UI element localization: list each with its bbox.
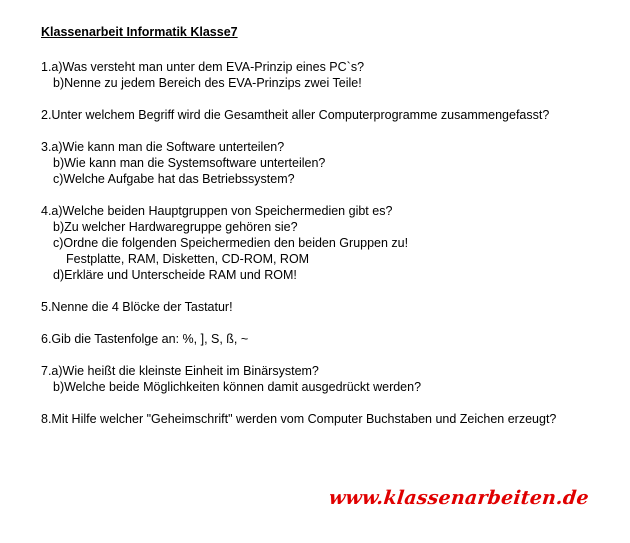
question-block bbox=[41, 139, 621, 187]
question-block bbox=[41, 363, 621, 395]
question-line: Festplatte, RAM, Disketten, CD-ROM, ROM bbox=[66, 252, 310, 266]
question-line: 2.Unter welchem Begriff wird die Gesamtheit aller Computerprogramme zusammengefasst? bbox=[41, 108, 550, 122]
question-line: 7.a)Wie heißt die kleinste Einheit im Binärsystem? bbox=[41, 364, 319, 378]
question-line: 4.a)Welche beiden Hauptgruppen von Speichermedien gibt es? bbox=[41, 204, 393, 218]
question-line: b)Zu welcher Hardwaregruppe gehören sie? bbox=[53, 220, 298, 234]
question-block bbox=[41, 331, 621, 347]
document-title: Klassenarbeit Informatik Klasse7 bbox=[41, 25, 238, 39]
question-line: 1.a)Was versteht man unter dem EVA-Prinzip eines PC`s? bbox=[41, 60, 365, 74]
question-block bbox=[41, 59, 621, 91]
question-block bbox=[41, 107, 621, 123]
question-line: b)Welche beide Möglichkeiten können damit ausgedrückt werden? bbox=[53, 380, 422, 394]
question-line: b)Nenne zu jedem Bereich des EVA-Prinzips zwei Teile! bbox=[53, 76, 362, 90]
question-line: c)Ordne die folgenden Speichermedien den beiden Gruppen zu! bbox=[53, 236, 409, 250]
question-block bbox=[41, 203, 621, 283]
question-block bbox=[41, 411, 621, 427]
question-line: c)Welche Aufgabe hat das Betriebssystem? bbox=[53, 172, 295, 186]
question-line: 5.Nenne die 4 Blöcke der Tastatur! bbox=[41, 300, 233, 314]
question-list bbox=[41, 59, 621, 443]
question-block bbox=[41, 299, 621, 315]
question-line: 6.Gib die Tastenfolge an: %, ], S, ß, ~ bbox=[41, 332, 249, 346]
watermark-logo: www.klassenarbeiten.de bbox=[328, 487, 591, 509]
question-line: 3.a)Wie kann man die Software unterteilen? bbox=[41, 140, 285, 154]
question-line: d)Erkläre und Unterscheide RAM und ROM! bbox=[53, 268, 297, 282]
question-line: 8.Mit Hilfe welcher "Geheimschrift" werden vom Computer Buchstaben und Zeichen erzeugt? bbox=[41, 412, 557, 426]
question-line: b)Wie kann man die Systemsoftware unterteilen? bbox=[53, 156, 326, 170]
